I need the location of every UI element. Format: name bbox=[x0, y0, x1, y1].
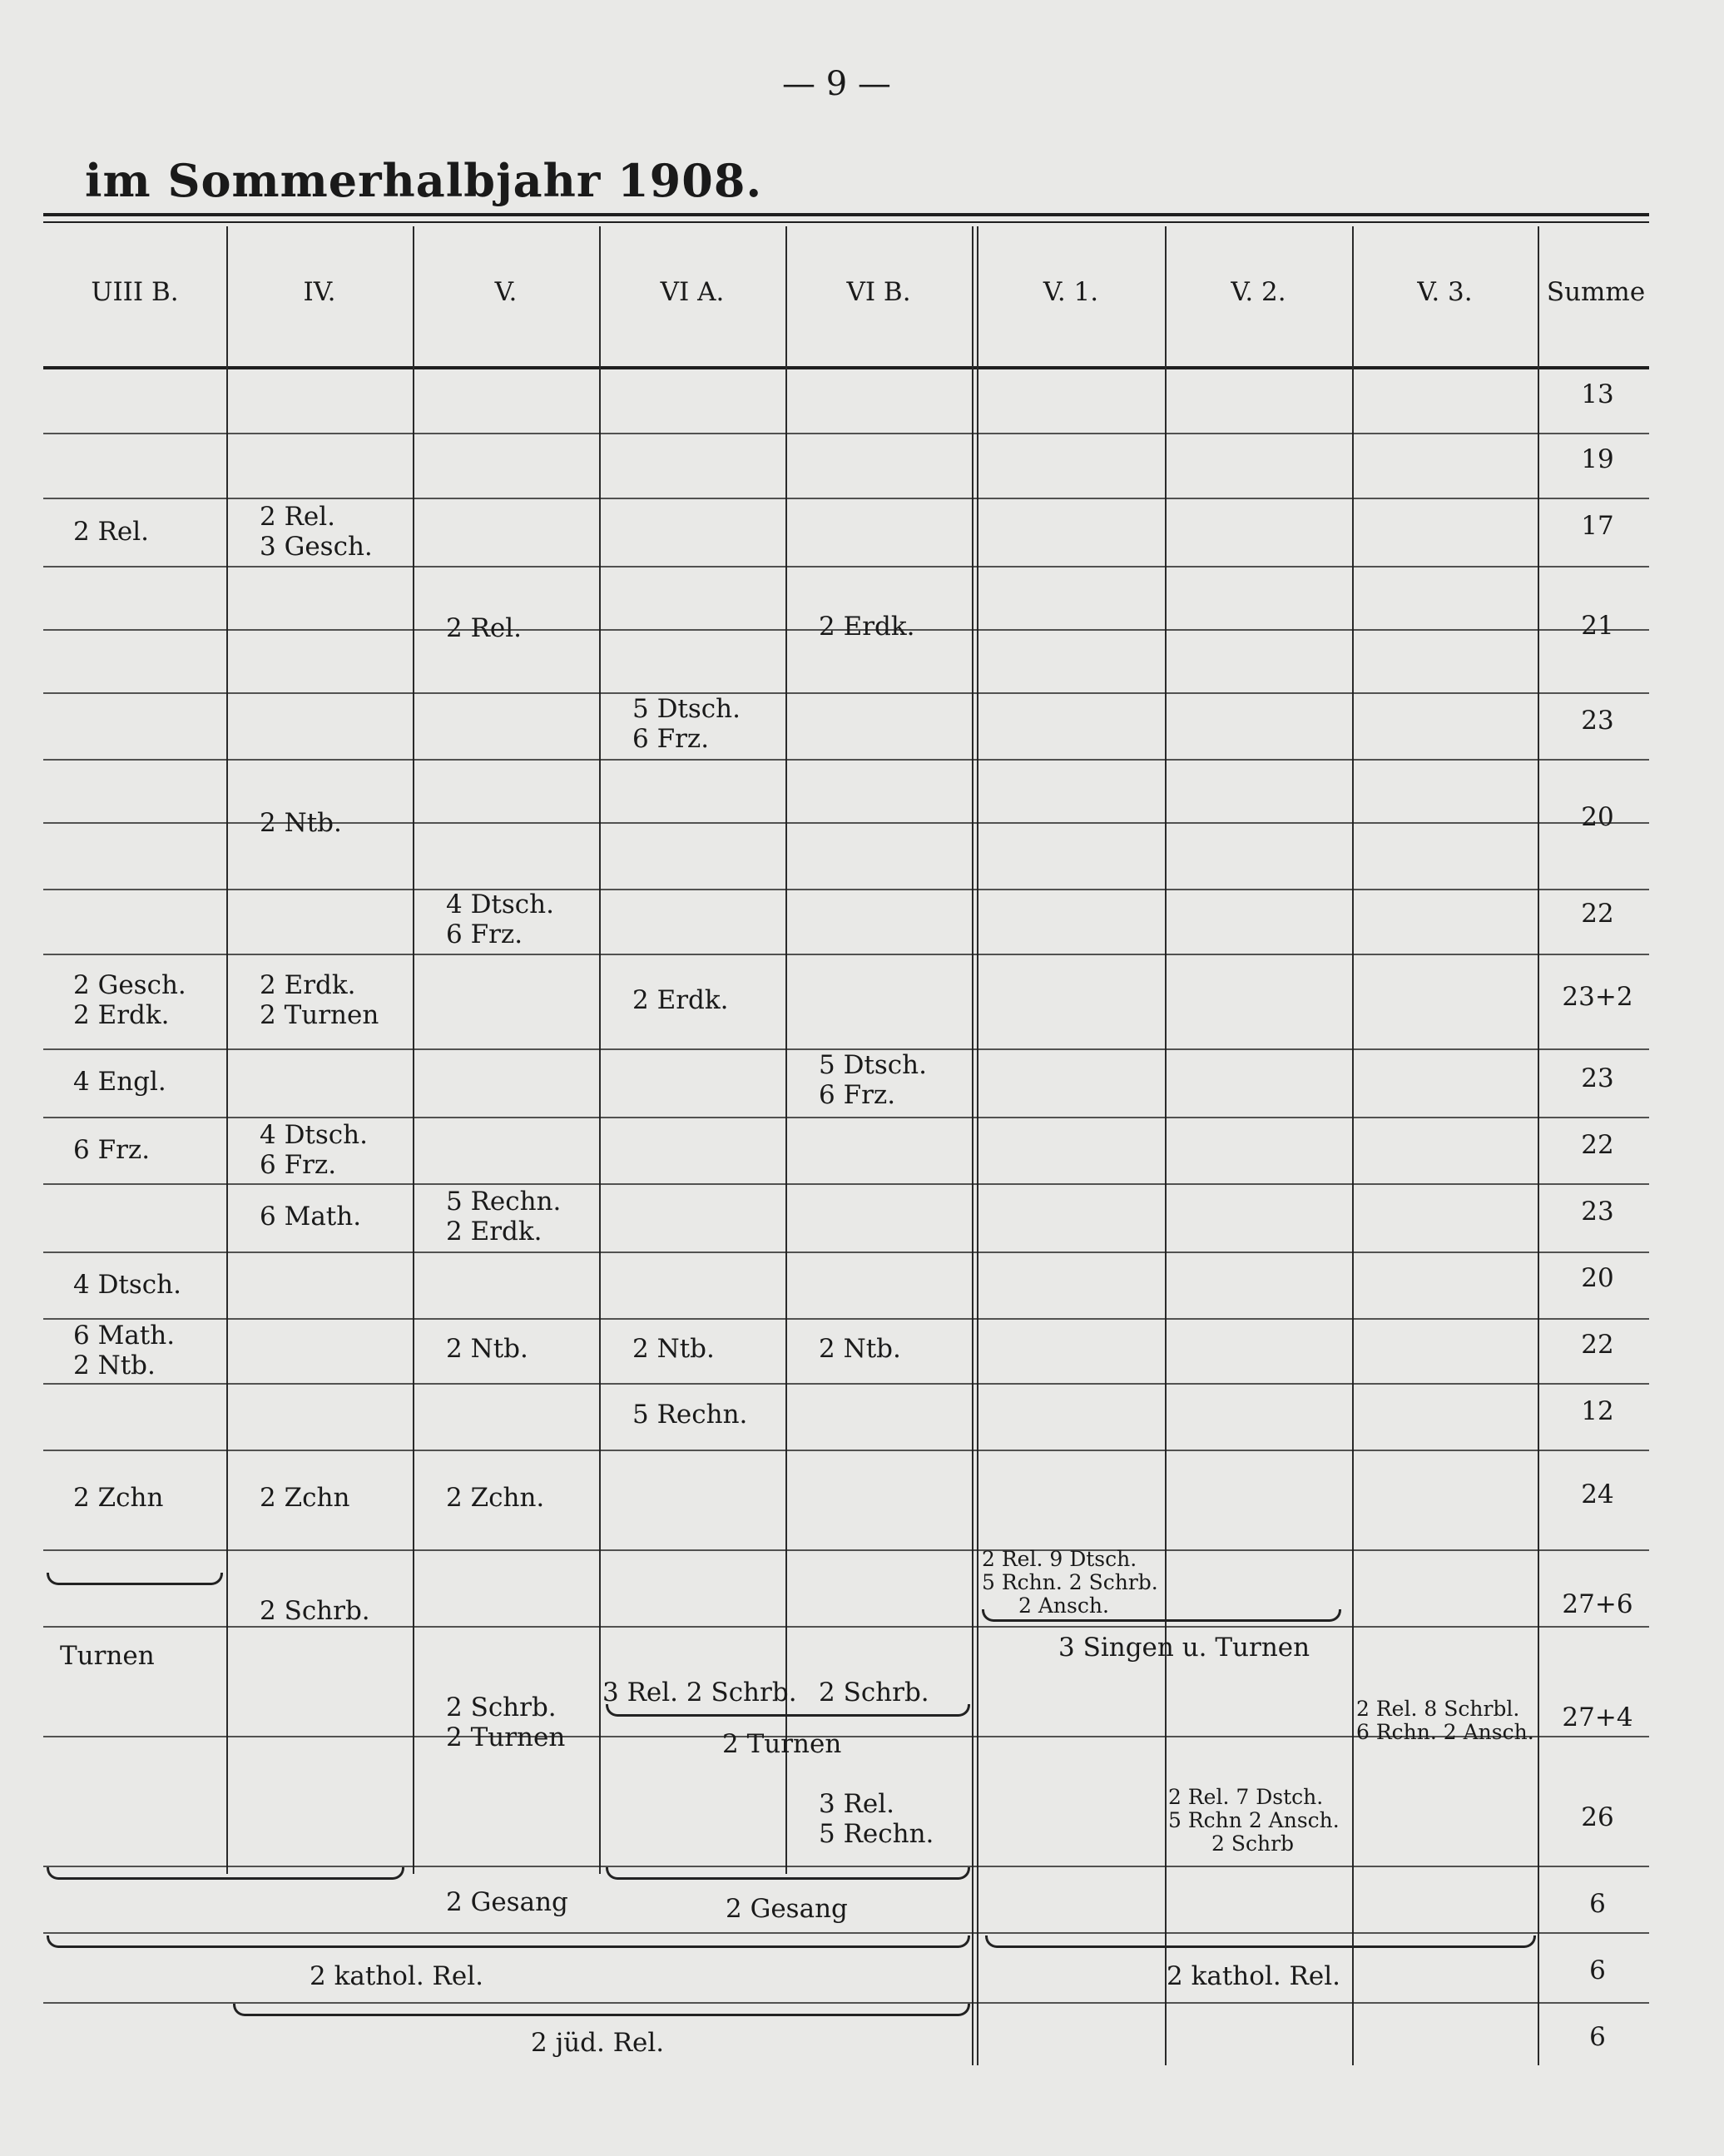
cell-vib-erdk: 2 Erdk. bbox=[819, 612, 915, 642]
sum-value: 27+4 bbox=[1562, 1702, 1633, 1732]
cell-iv-zchn: 2 Zchn bbox=[260, 1483, 350, 1513]
brace-uiii bbox=[47, 1573, 223, 1585]
sum-value: 21 bbox=[1581, 611, 1614, 641]
row-divider bbox=[43, 1383, 1649, 1385]
cell-via-vib-turnen: 2 Turnen bbox=[722, 1729, 842, 1759]
sum-value: 27+6 bbox=[1562, 1589, 1633, 1619]
brace-uiii-iv-gesang bbox=[47, 1867, 404, 1880]
sum-value: 22 bbox=[1581, 899, 1614, 929]
column-header-v1: V. 1. bbox=[1043, 277, 1099, 307]
cell-via-ntb: 2 Ntb. bbox=[632, 1334, 715, 1364]
page-title: im Sommerhalbjahr 1908. bbox=[85, 154, 763, 207]
column-header-vib: VI B. bbox=[846, 277, 911, 307]
sum-value: 17 bbox=[1581, 511, 1614, 541]
brace-via-vib-turnen bbox=[606, 1704, 970, 1717]
cell-vib-schrb: 2 Schrb. bbox=[819, 1678, 929, 1707]
cell-v3-combined: 2 Rel. 8 Schrbl. 6 Rchn. 2 Ansch. bbox=[1356, 1697, 1534, 1744]
sum-value: 20 bbox=[1581, 802, 1614, 832]
row-divider bbox=[43, 759, 1649, 761]
row-divider bbox=[43, 498, 1649, 499]
cell-iv-ntb: 2 Ntb. bbox=[260, 808, 342, 838]
row-divider bbox=[43, 566, 1649, 567]
column-header-summe: Summe bbox=[1546, 277, 1646, 307]
cell-jued-rel: 2 jüd. Rel. bbox=[531, 2028, 665, 2058]
row-divider bbox=[43, 889, 1649, 890]
cell-kathol-rel-right: 2 kathol. Rel. bbox=[1167, 1961, 1341, 1991]
row-divider bbox=[43, 1318, 1649, 1320]
cell-uiii-zchn: 2 Zchn bbox=[73, 1483, 164, 1513]
sum-value: 6 bbox=[1589, 2022, 1606, 2052]
cell-uiii-gesch-erdk: 2 Gesch. 2 Erdk. bbox=[73, 970, 186, 1030]
row-divider bbox=[43, 433, 1649, 434]
cell-kathol-rel-left: 2 kathol. Rel. bbox=[310, 1961, 484, 1991]
cell-iv-rel-gesch: 2 Rel. 3 Gesch. bbox=[260, 502, 373, 562]
cell-v2-combined: 2 Rel. 7 Dstch. 5 Rchn 2 Ansch. 2 Schrb bbox=[1168, 1785, 1340, 1856]
cell-iv-math: 6 Math. bbox=[260, 1202, 362, 1232]
row-divider bbox=[43, 1183, 1649, 1185]
column-header-uiiib: UIII B. bbox=[91, 277, 179, 307]
cell-uiii-frz: 6 Frz. bbox=[73, 1135, 151, 1165]
row-divider bbox=[43, 954, 1649, 955]
sum-value: 24 bbox=[1581, 1479, 1614, 1509]
column-header-via: VI A. bbox=[660, 277, 725, 307]
brace-jued bbox=[233, 2004, 970, 2016]
row-divider bbox=[43, 1450, 1649, 1451]
cell-iv-erdk-turnen: 2 Erdk. 2 Turnen bbox=[260, 970, 379, 1030]
cell-uiii-rel: 2 Rel. bbox=[73, 517, 150, 547]
sum-value: 23+2 bbox=[1562, 982, 1633, 1012]
sum-value: 6 bbox=[1589, 1955, 1606, 1985]
cell-vib-rel-rechn: 3 Rel. 5 Rechn. bbox=[819, 1789, 934, 1849]
cell-vib-dtsch-frz: 5 Dtsch. 6 Frz. bbox=[819, 1050, 927, 1110]
sum-value: 20 bbox=[1581, 1263, 1614, 1293]
cell-via-erdk: 2 Erdk. bbox=[632, 985, 729, 1015]
sum-value: 23 bbox=[1581, 1197, 1614, 1227]
row-divider bbox=[43, 1117, 1649, 1118]
cell-via-dtsch-frz: 5 Dtsch. 6 Frz. bbox=[632, 694, 741, 754]
column-header-iv: IV. bbox=[303, 277, 336, 307]
sum-value: 6 bbox=[1589, 1889, 1606, 1919]
sum-value: 13 bbox=[1581, 379, 1614, 409]
sum-value: 22 bbox=[1581, 1330, 1614, 1360]
cell-v1-v2-singen-turnen: 3 Singen u. Turnen bbox=[1058, 1633, 1310, 1663]
row-divider bbox=[43, 1549, 1649, 1551]
cell-uiii-dtsch: 4 Dtsch. bbox=[73, 1270, 181, 1300]
cell-v-gesang: 2 Gesang bbox=[446, 1887, 568, 1917]
sum-value: 12 bbox=[1581, 1396, 1614, 1426]
cell-via-rel-schrb: 3 Rel. 2 Schrb. bbox=[602, 1678, 797, 1707]
brace-via-vib-gesang bbox=[606, 1867, 970, 1880]
page-number: — 9 — bbox=[782, 65, 891, 103]
row-divider bbox=[43, 692, 1649, 694]
brace-kathol-left bbox=[47, 1935, 970, 1948]
cell-uiii-math-ntb: 6 Math. 2 Ntb. bbox=[73, 1321, 176, 1380]
sum-value: 19 bbox=[1581, 444, 1614, 474]
sum-value: 23 bbox=[1581, 1063, 1614, 1093]
column-header-v3: V. 3. bbox=[1417, 277, 1473, 307]
row-divider bbox=[43, 1932, 1649, 1934]
cell-via-vib-gesang: 2 Gesang bbox=[726, 1894, 848, 1924]
cell-iv-schrb: 2 Schrb. bbox=[260, 1596, 370, 1626]
cell-v1-combined: 2 Rel. 9 Dtsch. 5 Rchn. 2 Schrb. 2 Ansch. bbox=[982, 1547, 1158, 1618]
sum-value: 22 bbox=[1581, 1130, 1614, 1160]
sum-value: 26 bbox=[1581, 1802, 1614, 1832]
cell-vib-ntb: 2 Ntb. bbox=[819, 1334, 901, 1364]
cell-v-ntb: 2 Ntb. bbox=[446, 1334, 528, 1364]
brace-kathol-right bbox=[985, 1935, 1536, 1948]
cell-uiii-engl: 4 Engl. bbox=[73, 1067, 166, 1097]
cell-v-zchn: 2 Zchn. bbox=[446, 1483, 545, 1513]
cell-v-rechn-erdk: 5 Rechn. 2 Erdk. bbox=[446, 1187, 562, 1247]
cell-v-dtsch-frz: 4 Dtsch. 6 Frz. bbox=[446, 890, 554, 949]
cell-uiii-turnen: Turnen bbox=[60, 1641, 155, 1671]
sum-value: 23 bbox=[1581, 706, 1614, 736]
brace-v1-v2 bbox=[982, 1609, 1341, 1622]
column-header-v2: V. 2. bbox=[1231, 277, 1286, 307]
cell-v-rel: 2 Rel. bbox=[446, 613, 523, 643]
row-divider bbox=[43, 1251, 1649, 1253]
row-divider bbox=[43, 1626, 1649, 1628]
cell-via-rechn: 5 Rechn. bbox=[632, 1400, 748, 1430]
cell-iv-dtsch-frz: 4 Dtsch. 6 Frz. bbox=[260, 1120, 368, 1180]
cell-v-schrb-turnen: 2 Schrb. 2 Turnen bbox=[446, 1693, 566, 1752]
column-header-v: V. bbox=[494, 277, 518, 307]
